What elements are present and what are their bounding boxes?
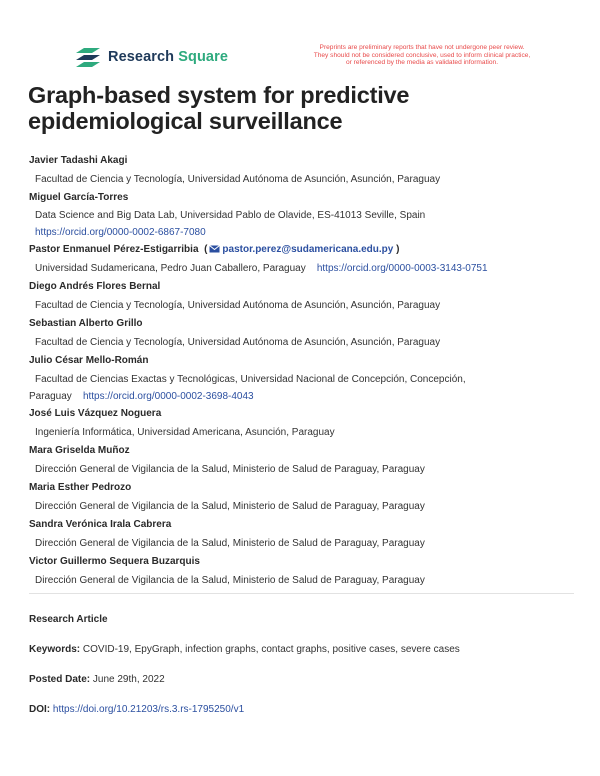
article-type-label: Research Article	[29, 614, 108, 625]
author-name: Diego Andrés Flores Bernal	[29, 281, 161, 292]
preprint-notice-line: Preprints are preliminary reports that have not undergone peer review.	[319, 44, 525, 51]
author-name: Sebastian Alberto Grillo	[29, 318, 143, 329]
keywords-label: Keywords:	[29, 644, 81, 655]
author-entry	[29, 152, 589, 189]
author-entry	[29, 516, 589, 553]
author-name: Javier Tadashi Akagi	[29, 155, 128, 166]
orcid-link[interactable]: https://orcid.org/0000-0003-3143-0751	[316, 263, 488, 274]
author-entry	[29, 241, 589, 278]
author-affiliation: Dirección General de Vigilancia de la Salud, Ministerio de Salud de Paraguay, Paraguay	[35, 501, 425, 512]
article-type	[29, 613, 589, 627]
author-email-wrap: ( pastor.perez@sudamericana.edu.py )	[201, 244, 400, 255]
author-entry	[29, 315, 589, 352]
author-affiliation: Universidad Sudamericana, Pedro Juan Caballero, Paraguay	[35, 263, 306, 274]
posted-date-label: Posted Date:	[29, 674, 91, 685]
author-affiliation: Facultad de Ciencia y Tecnología, Universidad Autónoma de Asunción, Asunción, Paraguay	[35, 337, 441, 348]
author-affiliation: Dirección General de Vigilancia de la Salud, Ministerio de Salud de Paraguay, Paraguay	[35, 538, 425, 549]
author-entry	[29, 405, 589, 442]
author-entry	[29, 278, 589, 315]
author-affiliation-country: Paraguay	[29, 391, 72, 402]
author-entry	[29, 352, 589, 405]
preprint-notice-line: They should not be considered conclusive, used to inform clinical practice,	[313, 51, 531, 59]
logo-name-accent: Square	[178, 49, 228, 65]
author-affiliation: Facultad de Ciencias Exactas y Tecnológicas, Universidad Nacional de Concepción, Concepción,	[35, 374, 466, 385]
research-square-logo[interactable]	[74, 46, 228, 68]
author-affiliation: Ingeniería Informática, Universidad Americana, Asunción, Paraguay	[35, 427, 335, 438]
preprint-notice-line: or referenced by the media as validated information.	[345, 59, 499, 67]
author-email-link[interactable]: pastor.perez@sudamericana.edu.py	[222, 244, 394, 255]
author-affiliation: Facultad de Ciencia y Tecnología, Universidad Autónoma de Asunción, Asunción, Paraguay	[35, 300, 441, 311]
author-name: Miguel García-Torres	[29, 192, 129, 203]
author-name: Maria Esther Pedrozo	[29, 482, 132, 493]
paper-title: Graph-based system for predictive epidemiological surveillance	[28, 82, 410, 134]
logo-name: Research	[108, 49, 175, 65]
research-square-logo-icon	[74, 46, 102, 68]
preprint-notice	[272, 44, 572, 67]
author-affiliation: Dirección General de Vigilancia de la Salud, Ministerio de Salud de Paraguay, Paraguay	[35, 464, 425, 475]
orcid-link[interactable]: https://orcid.org/0000-0002-3698-4043	[82, 391, 254, 402]
header	[0, 0, 600, 80]
author-name: Mara Griselda Muñoz	[29, 445, 130, 456]
author-entry	[29, 479, 589, 516]
author-affiliation-continued	[29, 388, 589, 405]
doi-link[interactable]: https://doi.org/10.21203/rs.3.rs-1795250/v1	[52, 704, 245, 715]
author-affiliation: Facultad de Ciencia y Tecnología, Universidad Autónoma de Asunción, Asunción, Paraguay	[35, 174, 441, 185]
keywords-line	[29, 643, 589, 657]
keywords-value: COVID-19, EpyGraph, infection graphs, contact graphs, positive cases, severe cases	[82, 644, 460, 655]
logo-text	[108, 49, 228, 65]
author-name: Sandra Verónica Irala Cabrera	[29, 519, 172, 530]
author-entry	[29, 189, 589, 241]
author-name: Victor Guillermo Sequera Buzarquis	[29, 556, 200, 567]
posted-date-value: June 29th, 2022	[92, 674, 165, 685]
author-name: Julio César Mello-Román	[29, 355, 149, 366]
author-list	[29, 152, 589, 590]
author-entry	[29, 442, 589, 479]
author-affiliation-line	[29, 259, 589, 278]
author-entry	[29, 553, 589, 590]
doi-label: DOI:	[29, 704, 51, 715]
section-divider	[29, 593, 574, 594]
envelope-icon	[209, 245, 220, 253]
author-name: Pastor Enmanuel Pérez-Estigarribia	[29, 244, 199, 255]
author-name: José Luis Vázquez Noguera	[29, 408, 162, 419]
author-affiliation: Data Science and Big Data Lab, Universidad Pablo de Olavide, ES-41013 Seville, Spain	[35, 210, 426, 221]
doi-line	[29, 703, 589, 717]
posted-date-line	[29, 673, 589, 687]
author-affiliation: Dirección General de Vigilancia de la Salud, Ministerio de Salud de Paraguay, Paraguay	[35, 575, 425, 586]
author-name-line	[29, 241, 589, 259]
orcid-link[interactable]: https://orcid.org/0000-0002-6867-7080	[35, 227, 206, 238]
